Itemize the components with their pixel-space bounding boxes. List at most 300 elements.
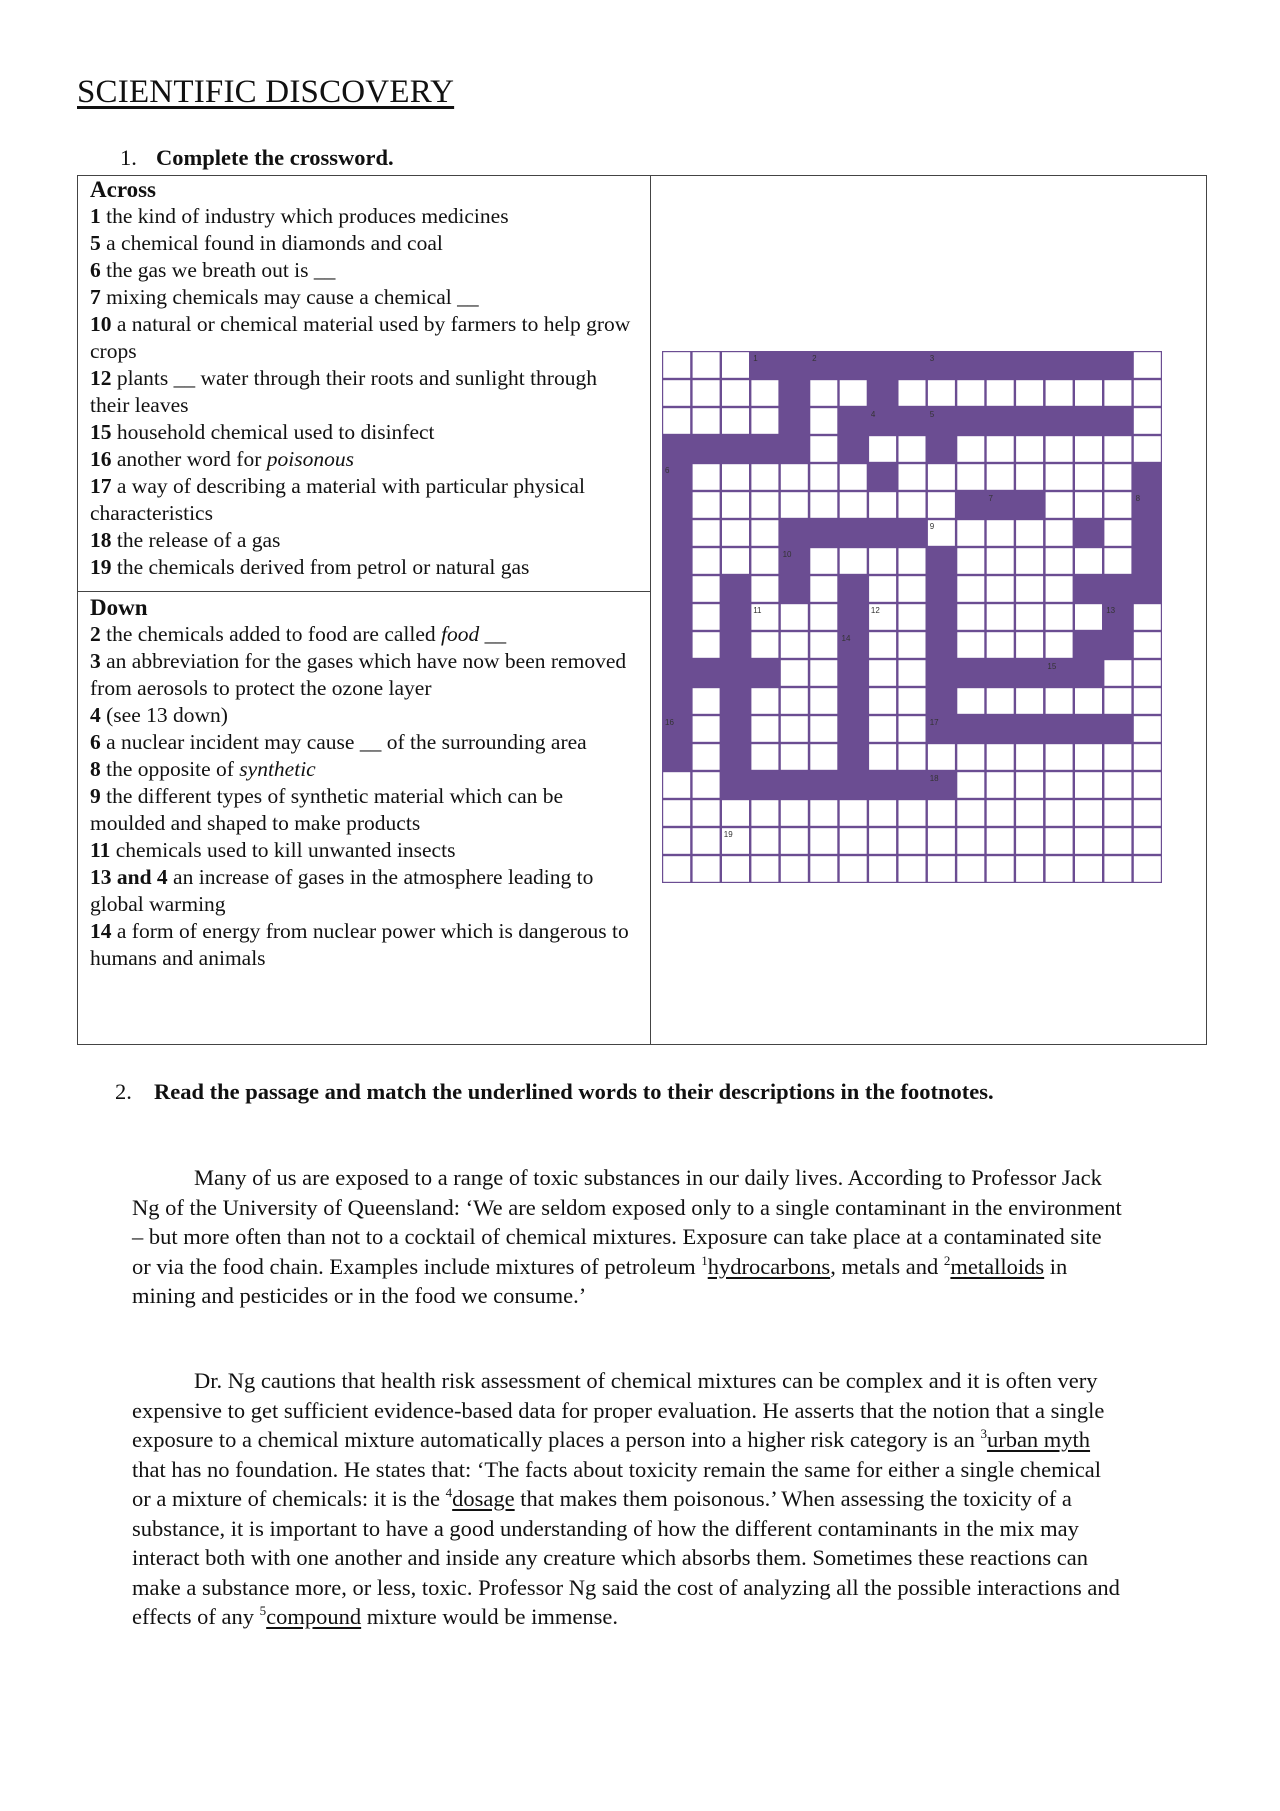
grid-cell[interactable] [987, 772, 1014, 798]
clue-number: 4 [90, 703, 101, 727]
text-run: in mining and pesticides or in the food we consume.’ [132, 1253, 1068, 1308]
grid-cell[interactable] [781, 856, 808, 882]
grid-cell[interactable] [751, 632, 778, 658]
grid-cell[interactable] [781, 688, 808, 714]
grid-clue-number: 4 [870, 410, 876, 419]
grid-cell[interactable] [1134, 716, 1161, 742]
grid-cell[interactable] [987, 576, 1014, 602]
clue-number: 19 [90, 555, 112, 579]
grid-cell[interactable] [810, 548, 837, 574]
grid-cell[interactable] [928, 380, 955, 406]
grid-cell[interactable] [899, 800, 926, 826]
grid-cell[interactable] [957, 800, 984, 826]
grid-cell[interactable] [957, 436, 984, 462]
grid-cell[interactable] [781, 660, 808, 686]
grid-cell[interactable] [899, 744, 926, 770]
grid-cell[interactable] [1075, 548, 1102, 574]
clue-item [90, 446, 635, 473]
grid-cell[interactable] [810, 828, 837, 854]
clue-text: plants __ water through their roots and sunlight through their leaves [90, 366, 597, 417]
grid-cell[interactable] [957, 380, 984, 406]
grid-clue-number: 17 [929, 718, 939, 727]
grid-cell[interactable] [869, 660, 896, 686]
grid-cell[interactable] [781, 464, 808, 490]
grid-clue-number: 14 [841, 634, 851, 643]
grid-cell[interactable] [810, 660, 837, 686]
grid-cell[interactable] [1104, 828, 1131, 854]
clue-text: the opposite of [106, 757, 234, 781]
grid-cell[interactable] [722, 520, 749, 546]
grid-cell[interactable] [781, 604, 808, 630]
grid-cell[interactable] [810, 464, 837, 490]
clue-number: 11 [90, 838, 111, 862]
grid-cell[interactable] [987, 436, 1014, 462]
grid-cell[interactable] [1104, 688, 1131, 714]
grid-cell[interactable] [1046, 828, 1073, 854]
grid-cell[interactable] [1104, 492, 1131, 518]
grid-cell[interactable] [1046, 688, 1073, 714]
grid-cell[interactable] [869, 576, 896, 602]
clue-number: 13 and 4 [90, 865, 168, 889]
grid-cell[interactable] [1046, 464, 1073, 490]
grid-cell[interactable] [1075, 492, 1102, 518]
grid-cell[interactable] [869, 744, 896, 770]
grid-cell[interactable] [1134, 772, 1161, 798]
grid-clue-number: 15 [1047, 662, 1057, 671]
clue-item [90, 837, 635, 864]
grid-cell[interactable] [840, 856, 867, 882]
clue-text: the chemicals derived from petrol or natural gas [116, 555, 530, 579]
grid-cell[interactable] [928, 828, 955, 854]
clue-item [90, 554, 635, 581]
grid-cell[interactable] [751, 576, 778, 602]
clue-number: 5 [90, 231, 101, 255]
grid-cell[interactable] [663, 856, 690, 882]
grid-cell[interactable] [1104, 464, 1131, 490]
grid-cell[interactable] [957, 464, 984, 490]
clue-text: chemicals used to kill unwanted insects [115, 838, 456, 862]
text-run: , metals and [830, 1253, 944, 1279]
question-number: 2. [115, 1079, 132, 1104]
grid-cell[interactable] [928, 856, 955, 882]
passage-paragraph-1 [132, 1163, 1122, 1311]
grid-cell[interactable] [1016, 828, 1043, 854]
grid-cell[interactable] [869, 688, 896, 714]
grid-cell[interactable] [751, 856, 778, 882]
grid-cell[interactable] [957, 772, 984, 798]
clue-number: 15 [90, 420, 112, 444]
grid-cell[interactable] [810, 604, 837, 630]
grid-cell[interactable] [810, 716, 837, 742]
clue-text: an abbreviation for the gases which have now been removed from aerosols to protect the ozone layer [90, 649, 627, 700]
grid-cell[interactable] [693, 352, 720, 378]
grid-cell[interactable] [693, 464, 720, 490]
grid-cell[interactable] [1104, 856, 1131, 882]
footnote-marker: 4 [445, 1485, 453, 1500]
grid-cell[interactable] [840, 492, 867, 518]
grid-cell[interactable] [957, 548, 984, 574]
grid-cell[interactable] [928, 744, 955, 770]
grid-cell[interactable] [1016, 856, 1043, 882]
grid-clue-number: 7 [988, 494, 993, 503]
grid-clue-number: 19 [723, 830, 733, 839]
text-run: that makes them poisonous.’ When assessing the toxicity of a substance, it is important to have a good understanding of how the different contaminants in the mix may interact both with one another and inside any creature which absorbs them. Sometimes these reactions can make a substance more, or less, toxic. Professor Ng said the cost of analyzing all the possible interactions and effects of any [132, 1486, 1120, 1629]
grid-cell[interactable] [751, 380, 778, 406]
clue-item [90, 783, 635, 837]
grid-cell[interactable] [751, 716, 778, 742]
grid-cell[interactable] [751, 828, 778, 854]
grid-cell[interactable] [1016, 520, 1043, 546]
grid-cell[interactable] [722, 492, 749, 518]
grid-cell[interactable] [693, 632, 720, 658]
clue-text: another word for [116, 447, 262, 471]
grid-cell[interactable] [1075, 856, 1102, 882]
grid-cell[interactable] [899, 660, 926, 686]
grid-cell[interactable] [810, 688, 837, 714]
table-divider [650, 176, 651, 1044]
grid-cell[interactable] [1075, 800, 1102, 826]
grid-cell[interactable] [1104, 772, 1131, 798]
clue-number: 18 [90, 528, 112, 552]
grid-cell[interactable] [693, 772, 720, 798]
grid-cell[interactable] [957, 828, 984, 854]
grid-cell[interactable] [1104, 520, 1131, 546]
across-heading: Across [90, 177, 157, 202]
grid-cell[interactable] [663, 408, 690, 434]
grid-cell[interactable] [899, 436, 926, 462]
clue-number: 10 [90, 312, 112, 336]
grid-cell[interactable] [987, 688, 1014, 714]
grid-cell[interactable] [1046, 744, 1073, 770]
grid-cell[interactable] [663, 352, 690, 378]
grid-cell[interactable] [869, 492, 896, 518]
grid-cell[interactable] [751, 408, 778, 434]
grid-cell[interactable] [810, 856, 837, 882]
clue-item [90, 473, 635, 527]
clue-item [90, 203, 635, 230]
clue-number: 2 [90, 622, 101, 646]
clue-text: a natural or chemical material used by farmers to help grow crops [90, 312, 631, 363]
grid-cell[interactable] [722, 408, 749, 434]
grid-cell[interactable] [1016, 632, 1043, 658]
grid-cell[interactable] [693, 520, 720, 546]
grid-cell[interactable] [722, 352, 749, 378]
grid-cell[interactable] [869, 856, 896, 882]
grid-cell[interactable] [781, 828, 808, 854]
clue-item [90, 311, 635, 365]
clue-text: a nuclear incident may cause __ of the surrounding area [106, 730, 587, 754]
grid-cell[interactable] [781, 716, 808, 742]
grid-cell[interactable] [693, 856, 720, 882]
grid-cell[interactable] [957, 520, 984, 546]
question-instruction: Complete the crossword. [156, 145, 394, 170]
grid-cell[interactable] [987, 380, 1014, 406]
grid-cell[interactable] [1134, 688, 1161, 714]
grid-cell[interactable] [899, 604, 926, 630]
grid-cell[interactable] [1016, 464, 1043, 490]
grid-cell[interactable] [840, 548, 867, 574]
grid-clue-number: 16 [665, 718, 674, 727]
grid-cell[interactable] [1134, 436, 1161, 462]
grid-cell[interactable] [899, 632, 926, 658]
clue-item [90, 756, 635, 783]
underlined-word: metalloids [950, 1253, 1045, 1279]
grid-cell[interactable] [693, 576, 720, 602]
grid-cell[interactable] [1134, 352, 1161, 378]
grid-cell[interactable] [1016, 548, 1043, 574]
question-2-heading [115, 1077, 1115, 1106]
grid-cell[interactable] [693, 492, 720, 518]
grid-cell[interactable] [1016, 604, 1043, 630]
grid-cell[interactable] [957, 688, 984, 714]
grid-cell[interactable] [1104, 744, 1131, 770]
clue-italic: poisonous [266, 447, 354, 471]
clue-italic: synthetic [239, 757, 316, 781]
grid-cell[interactable] [1075, 464, 1102, 490]
grid-cell[interactable] [1046, 800, 1073, 826]
clue-number: 8 [90, 757, 101, 781]
grid-cell[interactable] [928, 492, 955, 518]
grid-cell[interactable] [751, 800, 778, 826]
grid-cell[interactable] [1134, 632, 1161, 658]
grid-cell[interactable] [1016, 772, 1043, 798]
grid-cell[interactable] [957, 604, 984, 630]
grid-cell[interactable] [810, 744, 837, 770]
grid-cell[interactable] [751, 744, 778, 770]
grid-cell[interactable] [722, 800, 749, 826]
grid-cell[interactable] [810, 632, 837, 658]
text-run: that has no foundation. He states that: ‘The facts about toxicity remain the same for either a single chemical or a mixture of chemicals: it is the [132, 1456, 1102, 1511]
grid-clue-number: 8 [1135, 494, 1141, 503]
grid-cell[interactable] [1134, 828, 1161, 854]
grid-cell[interactable] [1016, 800, 1043, 826]
grid-cell[interactable] [1134, 660, 1161, 686]
clue-number: 17 [90, 474, 112, 498]
grid-cell[interactable] [899, 576, 926, 602]
grid-cell[interactable] [693, 744, 720, 770]
grid-cell[interactable] [1134, 856, 1161, 882]
grid-cell[interactable] [987, 464, 1014, 490]
grid-cell[interactable] [781, 800, 808, 826]
across-clues [90, 176, 635, 581]
clue-text: a form of energy from nuclear power which is dangerous to humans and animals [90, 919, 629, 970]
grid-cell[interactable] [1104, 380, 1131, 406]
grid-cell[interactable] [722, 548, 749, 574]
grid-cell[interactable] [1046, 856, 1073, 882]
grid-cell[interactable] [1075, 380, 1102, 406]
grid-cell[interactable] [987, 604, 1014, 630]
grid-cell[interactable] [1016, 380, 1043, 406]
grid-cell[interactable] [987, 520, 1014, 546]
grid-cell[interactable] [751, 548, 778, 574]
clue-text: the different types of synthetic material which can be moulded and shaped to make products [90, 784, 564, 835]
text-run: Many of us are exposed to a range of toxic substances in our daily lives. According to Professor Jack Ng of the University of Queensland: ‘We are seldom exposed only to a single contaminant in the environment – but more often than not to a cocktail of chemical mixtures. Exposure can take place at a contaminated site or via the food chain. Examples include mixtures of petroleum [132, 1165, 1122, 1279]
page-title: SCIENTIFIC DISCOVERY [77, 74, 455, 110]
grid-cell[interactable] [1075, 688, 1102, 714]
clue-item [90, 621, 635, 648]
clue-text: a way of describing a material with particular physical characteristics [90, 474, 585, 525]
clue-item [90, 527, 635, 554]
clue-text: (see 13 down) [106, 703, 228, 727]
table-divider [78, 591, 651, 592]
grid-cell[interactable] [987, 548, 1014, 574]
grid-cell[interactable] [1134, 744, 1161, 770]
grid-cell[interactable] [1104, 660, 1131, 686]
grid-cell[interactable] [987, 828, 1014, 854]
grid-cell[interactable] [663, 772, 690, 798]
grid-cell[interactable] [751, 464, 778, 490]
clue-number: 3 [90, 649, 101, 673]
grid-cell[interactable] [1046, 492, 1073, 518]
grid-cell[interactable] [1016, 436, 1043, 462]
grid-cell[interactable] [1075, 436, 1102, 462]
grid-cell[interactable] [1046, 604, 1073, 630]
grid-cell[interactable] [928, 800, 955, 826]
grid-cell[interactable] [840, 380, 867, 406]
grid-cell[interactable] [1046, 520, 1073, 546]
grid-cell[interactable] [751, 520, 778, 546]
grid-cell[interactable] [987, 856, 1014, 882]
grid-cell[interactable] [693, 688, 720, 714]
clue-item [90, 918, 635, 972]
crossword-grid-svg [662, 351, 1162, 883]
grid-cell[interactable] [869, 548, 896, 574]
grid-cell[interactable] [1046, 548, 1073, 574]
question-instruction: Read the passage and match the underlined words to their descriptions in the footnotes. [154, 1079, 994, 1104]
underlined-word: compound [266, 1604, 362, 1629]
grid-cell[interactable] [693, 800, 720, 826]
grid-cell[interactable] [1046, 436, 1073, 462]
grid-cell[interactable] [1134, 604, 1161, 630]
grid-cell[interactable] [957, 856, 984, 882]
grid-cell[interactable] [987, 632, 1014, 658]
grid-cell[interactable] [899, 548, 926, 574]
grid-cell[interactable] [693, 716, 720, 742]
grid-cell[interactable] [869, 828, 896, 854]
grid-cell[interactable] [693, 548, 720, 574]
grid-cell[interactable] [840, 800, 867, 826]
grid-cell[interactable] [693, 380, 720, 406]
clue-item [90, 729, 635, 756]
grid-cell[interactable] [1075, 604, 1102, 630]
grid-cell[interactable] [1104, 548, 1131, 574]
grid-cell[interactable] [751, 688, 778, 714]
grid-cell[interactable] [810, 408, 837, 434]
grid-cell[interactable] [663, 828, 690, 854]
grid-cell[interactable] [840, 464, 867, 490]
grid-cell[interactable] [1134, 800, 1161, 826]
grid-cell[interactable] [957, 576, 984, 602]
grid-cell[interactable] [693, 408, 720, 434]
grid-cell[interactable] [1104, 436, 1131, 462]
grid-cell[interactable] [869, 632, 896, 658]
grid-cell[interactable] [1075, 744, 1102, 770]
grid-cell[interactable] [899, 464, 926, 490]
grid-cell[interactable] [722, 464, 749, 490]
grid-cell[interactable] [1075, 772, 1102, 798]
clue-item [90, 230, 635, 257]
grid-clue-number: 6 [665, 466, 670, 475]
grid-cell[interactable] [1016, 744, 1043, 770]
clue-item [90, 365, 635, 419]
grid-cell[interactable] [1075, 828, 1102, 854]
grid-cell[interactable] [928, 464, 955, 490]
grid-cell[interactable] [899, 688, 926, 714]
clue-item [90, 702, 635, 729]
grid-cell[interactable] [840, 828, 867, 854]
grid-cell[interactable] [693, 828, 720, 854]
grid-cell[interactable] [957, 632, 984, 658]
grid-cell[interactable] [781, 632, 808, 658]
clue-italic: food [441, 622, 480, 646]
grid-cell[interactable] [751, 492, 778, 518]
grid-cell[interactable] [810, 436, 837, 462]
clue-text: mixing chemicals may cause a chemical __ [106, 285, 479, 309]
footnote-marker: 5 [259, 1603, 267, 1618]
grid-cell[interactable] [1046, 576, 1073, 602]
grid-cell[interactable] [1046, 632, 1073, 658]
question-number: 1. [120, 145, 137, 170]
footnote-marker: 1 [701, 1252, 708, 1268]
grid-cell[interactable] [1046, 380, 1073, 406]
underlined-word: hydrocarbons [707, 1253, 831, 1279]
grid-cell[interactable] [722, 856, 749, 882]
clue-text: the chemicals added to food are called [106, 622, 436, 646]
grid-clue-number: 10 [782, 550, 792, 559]
grid-cell[interactable] [810, 576, 837, 602]
clue-text: the gas we breath out is __ [106, 258, 336, 282]
grid-cell[interactable] [781, 492, 808, 518]
clue-item [90, 284, 635, 311]
grid-cell[interactable] [1016, 688, 1043, 714]
grid-cell[interactable] [869, 716, 896, 742]
grid-cell[interactable] [663, 380, 690, 406]
grid-cell[interactable] [899, 828, 926, 854]
grid-cell[interactable] [810, 380, 837, 406]
grid-cell[interactable] [869, 436, 896, 462]
grid-cell[interactable] [1016, 576, 1043, 602]
grid-cell[interactable] [899, 716, 926, 742]
grid-clue-number: 12 [870, 606, 880, 615]
grid-cell[interactable] [899, 856, 926, 882]
grid-cell[interactable] [1046, 772, 1073, 798]
grid-cell[interactable] [1134, 380, 1161, 406]
grid-cell[interactable] [693, 604, 720, 630]
grid-cell[interactable] [987, 800, 1014, 826]
across-clue-list [90, 203, 635, 581]
grid-clue-number: 13 [1106, 606, 1116, 615]
grid-cell[interactable] [810, 800, 837, 826]
down-clue-list [90, 621, 635, 972]
grid-cell[interactable] [987, 744, 1014, 770]
grid-cell[interactable] [899, 380, 926, 406]
down-clues [90, 594, 635, 972]
clue-number: 6 [90, 258, 101, 282]
grid-cell[interactable] [810, 492, 837, 518]
grid-cell[interactable] [663, 800, 690, 826]
grid-cell[interactable] [869, 800, 896, 826]
grid-cell[interactable] [957, 744, 984, 770]
underlined-word: dosage [452, 1486, 515, 1511]
grid-cell[interactable] [722, 380, 749, 406]
grid-cell[interactable] [781, 744, 808, 770]
grid-cell[interactable] [1104, 800, 1131, 826]
grid-cell[interactable] [899, 492, 926, 518]
grid-cell[interactable] [1134, 408, 1161, 434]
clue-number: 7 [90, 285, 101, 309]
question-1-heading [120, 145, 394, 171]
grid-clue-number: 5 [929, 410, 935, 419]
